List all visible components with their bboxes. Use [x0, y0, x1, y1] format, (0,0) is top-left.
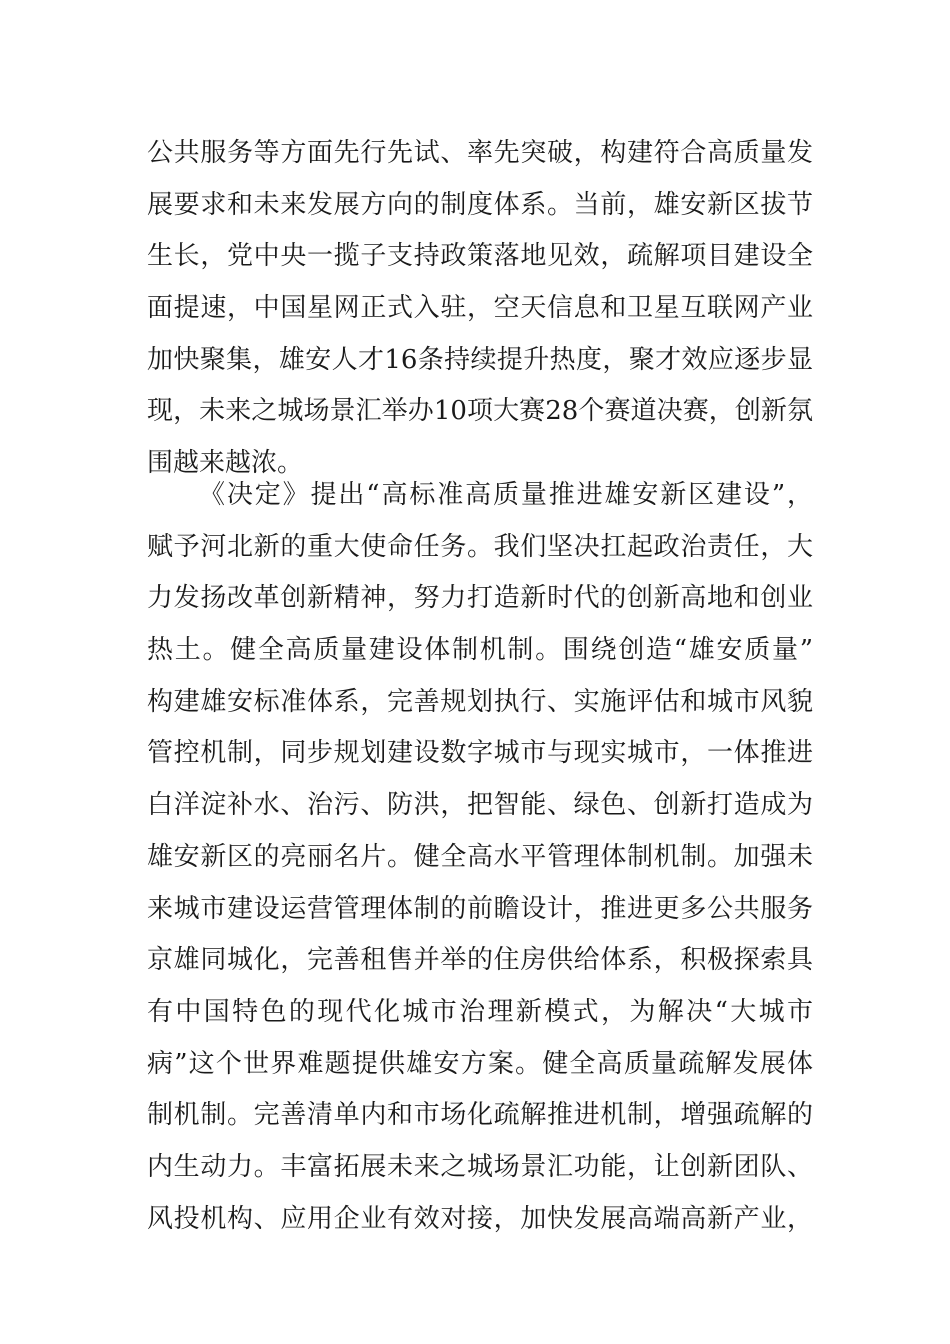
text-line: 制机制。完善清单内和市场化疏解推进机制，增强疏解的: [147, 1100, 813, 1131]
text-line: 公共服务等方面先行先试、率先突破，构建符合高质量发: [147, 138, 813, 168]
text-line: 面提速，中国星网正式入驻，空天信息和卫星互联网产业: [147, 293, 813, 324]
text-line: 内生动力。丰富拓展未来之城场景汇功能，让创新团队、: [147, 1151, 813, 1182]
text-line: 《决定》提出“高标准高质量推进雄安新区建设”，: [199, 480, 813, 510]
text-line: 加快聚集，雄安人才16条持续提升热度，聚才效应逐步显: [147, 344, 813, 375]
text-line: 生长，党中央一揽子支持政策落地见效，疏解项目建设全: [147, 241, 813, 272]
text-line: 病”这个世界难题提供雄安方案。健全高质量疏解发展体: [147, 1048, 813, 1079]
text-line: 管控机制，同步规划建设数字城市与现实城市，一体推进: [147, 738, 813, 769]
text-line: 围越来越浓。: [147, 448, 304, 479]
text-line: 展要求和未来发展方向的制度体系。当前，雄安新区拔节: [147, 189, 813, 220]
text-line: 有中国特色的现代化城市治理新模式，为解决“大城市: [147, 996, 813, 1027]
text-line: 现，未来之城场景汇举办10项大赛28个赛道决赛，创新氛: [147, 396, 813, 427]
paragraph-1: [147, 128, 813, 490]
paragraph-2: [147, 470, 813, 1245]
text-line: 雄安新区的亮丽名片。健全高水平管理体制机制。加强未: [147, 841, 813, 872]
text-line: 力发扬改革创新精神，努力打造新时代的创新高地和创业: [147, 583, 813, 614]
text-line: 构建雄安标准体系，完善规划执行、实施评估和城市风貌: [147, 686, 813, 717]
text-line: 来城市建设运营管理体制的前瞻设计，推进更多公共服务: [147, 893, 813, 924]
text-line: 白洋淀补水、治污、防洪，把智能、绿色、创新打造成为: [147, 790, 813, 821]
text-line: 热土。健全高质量建设体制机制。围绕创造“雄安质量”: [147, 635, 813, 666]
text-line: 赋予河北新的重大使命任务。我们坚决扛起政治责任，大: [147, 531, 813, 562]
text-line: 京雄同城化，完善租售并举的住房供给体系，积极探索具: [147, 945, 813, 976]
text-line: 风投机构、应用企业有效对接，加快发展高端高新产业，: [147, 1203, 813, 1234]
